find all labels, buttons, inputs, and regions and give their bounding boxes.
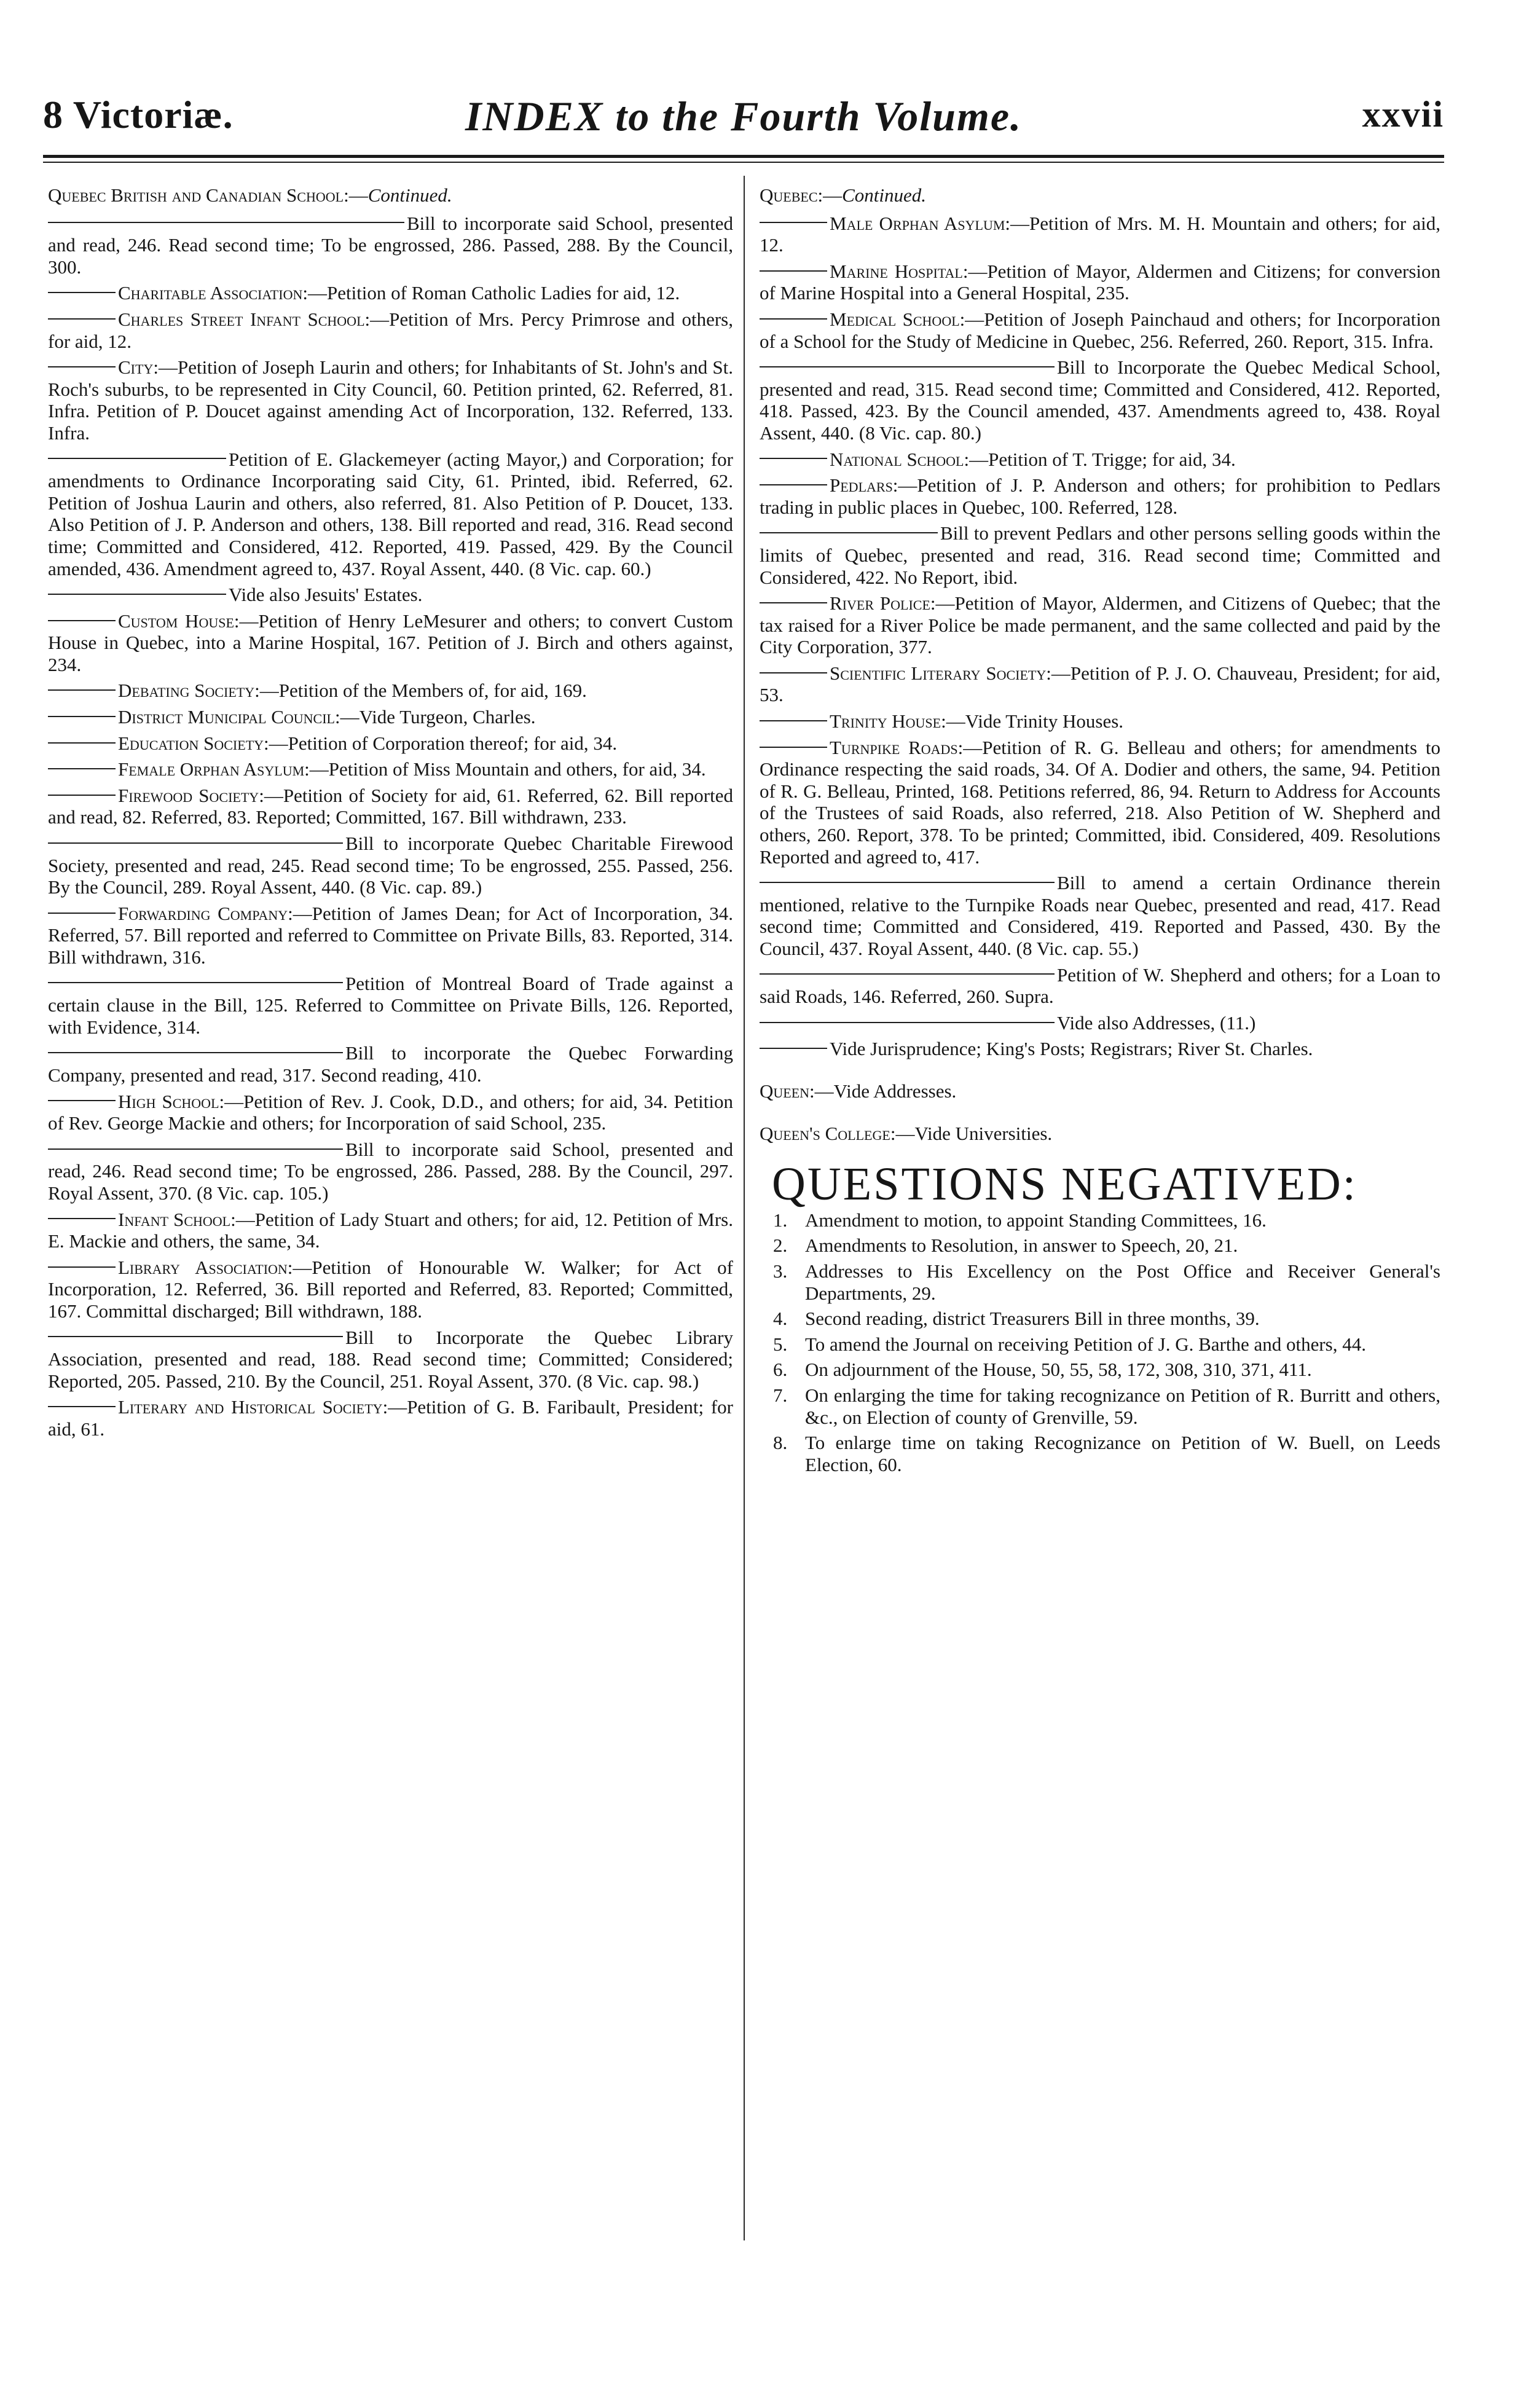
index-entry: Medical School:—Petition of Joseph Painchaud and others; for Incorporation of a School for the Study of Medicine in Quebec, 256. Referred, 260. Report, 315. Infra. [760,308,1440,352]
index-entry: Male Orphan Asylum:—Petition of Mrs. M. H. Mountain and others; for aid, 12. [760,212,1440,256]
spacer [760,1107,1440,1123]
index-entry [760,964,1440,1008]
index-entry: Turnpike Roads:—Petition of R. G. Belleau and others; for amendments to Ordinance respecting the said roads, 34. Of A. Dodier and others, the same, 94. Petition of R. G. Belleau, Printed, 168. Petitions referred, 86, 94. Return to Address for Accounts of the Trustees of said Roads, also referred, 218. Also Petition of W. Shepherd and others, 260. Report, 378. To be printed; Committed, ibid. Considered, 409. Resolutions Reported and agreed to, 417. [760,736,1440,868]
index-entry: Literary and Historical Society:—Petition of G. B. Faribault, President; for aid, 61. [48,1396,733,1440]
entry-text: Petition of Honourable W. Walker; for Act of Incorporation, 12. Referred, 36. Bill reported and Referred, 83. Reported; Committed, 167. Committal discharged; Bill withdrawn, 188. [48,1256,733,1322]
negatived-question [760,1209,1440,1231]
entry-key: City: [118,356,159,379]
header-rule-thick [43,155,1444,158]
index-entry: Scientific Literary Society:—Petition of P. J. O. Chauveau, President; for aid, 53. [760,662,1440,706]
negatived-question [760,1333,1440,1356]
index-entry [48,1042,733,1086]
ditto-rule [48,768,116,769]
index-entry [760,522,1440,588]
question-number: 3. [773,1260,788,1282]
entry-text: Petition of Miss Mountain and others, for aid, 34. [328,758,706,780]
index-entry: Pedlars:—Petition of J. P. Anderson and others; for prohibition to Pedlars trading in public places in Quebec, 100. Referred, 128. [760,474,1440,518]
index-entry: Charitable Association:—Petition of Roman Catholic Ladies for aid, 12. [48,282,733,304]
right-column-heading: Quebec:—Continued. [760,184,927,206]
ditto-rule [760,602,827,603]
index-entry: Trinity House:—Vide Trinity Houses. [760,710,1440,732]
index-entry: Education Society:—Petition of Corporation thereof; for aid, 34. [48,732,733,755]
index-entry-queens-college: Queen's College:—Vide Universities. [760,1122,1053,1144]
index-entry [760,872,1440,959]
ditto-rule [48,842,343,844]
entry-key: Queen: [760,1080,815,1102]
entry-text: Bill to incorporate the Quebec Forwarding Company, presented and read, 317. Second reading, 410. [48,1042,733,1086]
ditto-rule [48,1218,116,1219]
entry-key: Charles Street Infant School: [118,308,371,330]
running-head [43,92,1444,147]
entry-text: Petition of Joseph Painchaud and others; for Incorporation of a School for the Study of Medicine in Quebec, 256. Referred, 260. Report, 315. Infra. [760,308,1440,352]
entry-key: National School: [830,448,970,470]
entry-text: Bill to incorporate said School, presented and read, 246. Read second time; To be engrossed, 286. Passed, 288. By the Council, 300. [48,212,733,278]
ditto-rule [760,747,827,748]
negatived-question [760,1359,1440,1381]
heading-continued: Continued. [367,184,452,206]
question-number: 5. [773,1333,788,1355]
entry-key: Pedlars: [830,474,898,497]
ditto-rule [760,973,1055,975]
entry-key: Debating Society: [118,680,260,702]
entry-text: Petition of G. B. Faribault, President; for aid, 61. [48,1396,733,1440]
entry-text: Petition of Mrs. M. H. Mountain and others; for aid, 12. [760,212,1440,256]
entry-text: Petition of R. G. Belleau and others; for amendments to Ordinance respecting the said roads, 34. Of A. Dodier and others, the same, 94. Petition of R. G. Belleau, Printed, 168. Petitions referred, 86, 94. Return to Address for Accounts of the Trustees of said Roads, also referred, 218. Also Petition of W. Shepherd and others, 260. Report, 378. To be printed; Committed, ibid. Considered, 409. Resolutions Reported and agreed to, 417. [760,736,1440,868]
entry-text: Petition of Lady Stuart and others; for aid, 12. Petition of Mrs. E. Mackie and others, the same, 34. [48,1208,733,1252]
ditto-rule [48,913,116,914]
index-entry: National School:—Petition of T. Trigge; for aid, 34. [760,449,1440,471]
entry-text: Petition of P. J. O. Chauveau, President; for aid, 53. [760,662,1440,706]
ditto-rule [48,458,226,459]
question-text: To amend the Journal on receiving Petition of J. G. Barthe and others, 44. [805,1333,1366,1355]
entry-key: Literary and Historical Society: [118,1396,388,1418]
ditto-rule [760,532,938,533]
negatived-question [760,1384,1440,1428]
question-text: To enlarge time on taking Recognizance on Petition of W. Buell, on Leeds Election, 60. [805,1432,1440,1475]
heading-continued: Continued. [842,184,927,206]
question-number: 1. [773,1209,788,1231]
question-text: On enlarging the time for taking recognizance on Petition of R. Burritt and others, &c., on Election of county of Grenville, 59. [805,1384,1440,1428]
entry-text: Vide Turgeon, Charles. [359,706,536,728]
index-entry [48,213,733,278]
negatived-question [760,1235,1440,1257]
entry-key: Custom House: [118,610,240,632]
entry-text: Petition of Mayor, Aldermen, and Citizens of Quebec; that the tax raised for a River Police be made permanent, and the same collected and paid by the City Corporation, 377. [760,592,1440,658]
ditto-rule [760,270,827,272]
index-entry: Library Association:—Petition of Honourable W. Walker; for Act of Incorporation, 12. Referred, 36. Bill reported and Referred, 83. Reported; Committed, 167. Committal discharged; Bill withdrawn, 188. [48,1256,733,1322]
page-title: INDEX to the Fourth Volume. [465,93,1023,139]
question-text: Amendments to Resolution, in answer to Speech, 20, 21. [805,1235,1238,1257]
ditto-rule [48,1148,343,1150]
index-entry [48,1139,733,1204]
ditto-rule [48,620,116,621]
question-text: Amendment to motion, to appoint Standing Committees, 16. [805,1209,1267,1231]
entry-key: Marine Hospital: [830,260,968,282]
left-column [48,184,733,1444]
ditto-rule [48,222,404,223]
entry-text: Petition of Roman Catholic Ladies for aid, 12. [326,282,680,304]
ditto-rule [48,1406,116,1407]
ditto-rule [48,742,116,744]
ditto-rule [760,882,1055,883]
entry-text: Vide also Jesuits' Estates. [229,584,423,606]
entry-text: Petition of Joseph Laurin and others; for Inhabitants of St. John's and St. Roch's suburbs, to be represented in City Council, 60. Petition printed, 62. Referred, 81. Infra. Petition of P. Doucet against amending Act of Incorporation, 132. Referred, 133. Infra. [48,356,733,444]
entry-text: Petition of the Members of, for aid, 169. [278,680,587,702]
regnal-year: 8 Victoriæ. [43,93,234,136]
ditto-rule [760,222,827,223]
negatived-question [760,1432,1440,1475]
ditto-rule [48,318,116,320]
index-entry: Marine Hospital:—Petition of Mayor, Aldermen and Citizens; for conversion of Marine Hospital into a General Hospital, 235. [760,260,1440,304]
entry-text: Petition of James Dean; for Act of Incorporation, 34. Referred, 57. Bill reported and referred to Committee on Private Bills, 83. Reported, 314. Bill withdrawn, 316. [48,902,733,968]
question-number: 6. [773,1359,788,1381]
index-entry: Forwarding Company:—Petition of James Dean; for Act of Incorporation, 34. Referred, 57. Bill reported and referred to Committee on Private Bills, 83. Reported, 314. Bill withdrawn, 316. [48,902,733,968]
ditto-rule [48,795,116,796]
ditto-rule [760,458,827,459]
index-entry [48,449,733,580]
entry-text: Petition of Montreal Board of Trade against a certain clause in the Bill, 125. Referred to Committee on Private Bills, 126. Reported, with Evidence, 314. [48,972,733,1038]
right-column [760,184,1440,1479]
entry-key: Library Association: [118,1256,293,1278]
entry-text: Petition of Mrs. Percy Primrose and others, for aid, 12. [48,308,733,352]
entry-key: Firewood Society: [118,784,264,806]
entry-text: Petition of Rev. J. Cook, D.D., and others; for aid, 34. Petition of Rev. George Mackie and others; for Incorporation of said School, 235. [48,1090,733,1134]
ditto-rule [760,1022,1055,1023]
question-text: Addresses to His Excellency on the Post Office and Receiver General's Departments, 29. [805,1260,1440,1304]
entry-text: Petition of Henry LeMesurer and others; to convert Custom House in Quebec, into a Marine Hospital, 167. Petition of J. Birch and others against, 234. [48,610,733,675]
index-entry: Custom House:—Petition of Henry LeMesurer and others; to convert Custom House in Quebec, into a Marine Hospital, 167. Petition of J. Birch and others against, 234. [48,610,733,675]
index-entry [48,833,733,898]
entry-key: River Police: [830,592,936,614]
entry-text: Vide Trinity Houses. [965,710,1124,732]
ditto-rule [48,1052,343,1053]
entry-key: Infant School: [118,1208,236,1230]
entry-text: Bill to Incorporate the Quebec Medical School, presented and read, 315. Read second time; Committed and Considered, 412. Reported, 418. Passed, 423. By the Council amended, 437. Amendments agreed to, 438. Royal Assent, 440. (8 Vic. cap. 80.) [760,356,1440,444]
negatived-question [760,1260,1440,1304]
entry-text: Petition of J. P. Anderson and others; for prohibition to Pedlars trading in public places in Quebec, 100. Referred, 128. [760,474,1440,518]
ditto-rule [48,982,343,983]
entry-key: Turnpike Roads: [830,736,964,758]
page-number: xxvii [1362,94,1444,135]
entry-key: Trinity House: [830,710,946,732]
index-entry: City:—Petition of Joseph Laurin and others; for Inhabitants of St. John's and St. Roch's suburbs, to be represented in City Council, 60. Petition printed, 62. Referred, 81. Infra. Petition of P. Doucet against amending Act of Incorporation, 132. Referred, 133. Infra. [48,356,733,444]
entry-text: Bill to prevent Pedlars and other persons selling goods within the limits of Quebec, presented and read, 316. Read second time; Committed and Considered, 422. No Report, ibid. [760,522,1440,588]
index-entry [760,356,1440,444]
ditto-rule [760,318,827,320]
question-number: 8. [773,1432,788,1454]
entry-key: District Municipal Council: [118,706,340,728]
question-number: 4. [773,1308,788,1330]
index-entry [760,1038,1440,1060]
entry-text: Bill to Incorporate the Quebec Library Association, presented and read, 188. Read second time; Committed; Considered; Reported, 205. Passed, 210. By the Council, 251. Royal Assent, 370. (8 Vic. cap. 98.) [48,1326,733,1392]
ditto-rule [48,594,226,595]
index-entry: District Municipal Council:—Vide Turgeon, Charles. [48,706,733,728]
spacer [760,1064,1440,1080]
ditto-rule [48,689,116,691]
entry-key: Scientific Literary Society: [830,662,1051,684]
right-entries [760,213,1440,1060]
entry-key: Charitable Association: [118,282,308,304]
ditto-rule [760,484,827,485]
entry-key: Education Society: [118,732,269,754]
questions-negatived-list [760,1209,1440,1476]
index-entry: Female Orphan Asylum:—Petition of Miss Mountain and others, for aid, 34. [48,758,733,780]
entry-text: Bill to incorporate said School, presented and read, 246. Read second time; To be engrossed, 286. Passed, 288. By the Council, 297. Royal Assent, 370. (8 Vic. cap. 105.) [48,1138,733,1204]
negatived-question [760,1308,1440,1330]
index-entry [48,584,733,606]
entry-text: Petition of E. Glackemeyer (acting Mayor,) and Corporation; for amendments to Ordinance Incorporating said City, 61. Printed, ibid. Referred, 62. Petition of Joshua Laurin and others, also referred, 81. Also Petition of P. Doucet, 133. Also Petition of J. P. Anderson and others, 138. Bill reported and read, 316. Read second time; Committed and Considered, 412. Reported, 419. Passed, 429. By the Council amended, 436. Amendment agreed to, 437. Royal Assent, 440. (8 Vic. cap. 60.) [48,448,733,579]
index-entry: Debating Society:—Petition of the Members of, for aid, 169. [48,680,733,702]
question-number: 2. [773,1235,788,1257]
ditto-rule [760,720,827,721]
entry-key: Male Orphan Asylum: [830,212,1011,234]
entry-text: Petition of W. Shepherd and others; for a Loan to said Roads, 146. Referred, 260. Supra. [760,964,1440,1008]
question-text: On adjournment of the House, 50, 55, 58, 172, 308, 310, 371, 411. [805,1359,1312,1381]
entry-text: Bill to incorporate Quebec Charitable Firewood Society, presented and read, 245. Read second time; To be engrossed, 255. Passed, 256. By the Council, 289. Royal Assent, 440. (8 Vic. cap. 89.) [48,833,733,898]
header-rule-thin [43,162,1444,163]
index-entry [48,973,733,1038]
index-entry-queen: Queen:—Vide Addresses. [760,1080,957,1102]
ditto-rule [760,1048,827,1049]
entry-text: Petition of T. Trigge; for aid, 34. [988,448,1236,470]
ditto-rule [48,716,116,717]
ditto-rule [48,1100,116,1101]
questions-negatived-title: QUESTIONS NEGATIVED: [772,1158,1357,1211]
entry-text: Vide Jurisprudence; King's Posts; Registrars; River St. Charles. [830,1038,1313,1060]
ditto-rule [48,366,116,367]
entry-text: Vide also Addresses, (11.) [1057,1011,1256,1034]
entry-key: Medical School: [830,308,965,330]
index-entry: Firewood Society:—Petition of Society for aid, 61. Referred, 62. Bill reported and read, 82. Referred, 83. Reported; Committed, 167. Bill withdrawn, 233. [48,784,733,828]
entry-text: Petition of Corporation thereof; for aid, 34. [288,732,618,754]
heading-text: Quebec British and Canadian School: [48,184,349,206]
entry-key: Queen's College: [760,1122,896,1144]
entry-text: Bill to amend a certain Ordinance therein mentioned, relative to the Turnpike Roads near Quebec, presented and read, 417. Read second time; Committed and Considered, 419. Reported and Passed, 430. By the Council, 437. Royal Assent, 440. (8 Vic. cap. 55.) [760,872,1440,959]
heading-text: Quebec: [760,184,823,206]
entry-text: Vide Universities. [914,1122,1053,1144]
ditto-rule [760,672,827,673]
column-divider [744,176,745,2240]
left-column-heading: Quebec British and Canadian School:—Continued. [48,184,452,206]
entry-key: High School: [118,1090,225,1112]
index-entry [760,1012,1440,1034]
index-entry: Infant School:—Petition of Lady Stuart and others; for aid, 12. Petition of Mrs. E. Mackie and others, the same, 34. [48,1208,733,1252]
ditto-rule [760,366,1055,367]
ditto-rule [48,1266,116,1268]
entry-text: Vide Addresses. [833,1080,957,1102]
entry-text: Petition of Society for aid, 61. Referred, 62. Bill reported and read, 82. Referred, 83. Reported; Committed, 167. Bill withdrawn, 233. [48,784,733,828]
ditto-rule [48,292,116,293]
question-text: Second reading, district Treasurers Bill in three months, 39. [805,1308,1260,1330]
entry-key: Female Orphan Asylum: [118,758,310,780]
index-entry: River Police:—Petition of Mayor, Aldermen, and Citizens of Quebec; that the tax raised for a River Police be made permanent, and the same collected and paid by the City Corporation, 377. [760,592,1440,658]
question-number: 7. [773,1384,788,1406]
index-entry: High School:—Petition of Rev. J. Cook, D.D., and others; for aid, 34. Petition of Rev. George Mackie and others; for Incorporation of said School, 235. [48,1090,733,1134]
index-entry [48,1327,733,1392]
entry-text: Petition of Mayor, Aldermen and Citizens; for conversion of Marine Hospital into a General Hospital, 235. [760,260,1440,304]
index-entry: Charles Street Infant School:—Petition of Mrs. Percy Primrose and others, for aid, 12. [48,308,733,352]
entry-key: Forwarding Company: [118,902,293,924]
ditto-rule [48,1336,343,1337]
